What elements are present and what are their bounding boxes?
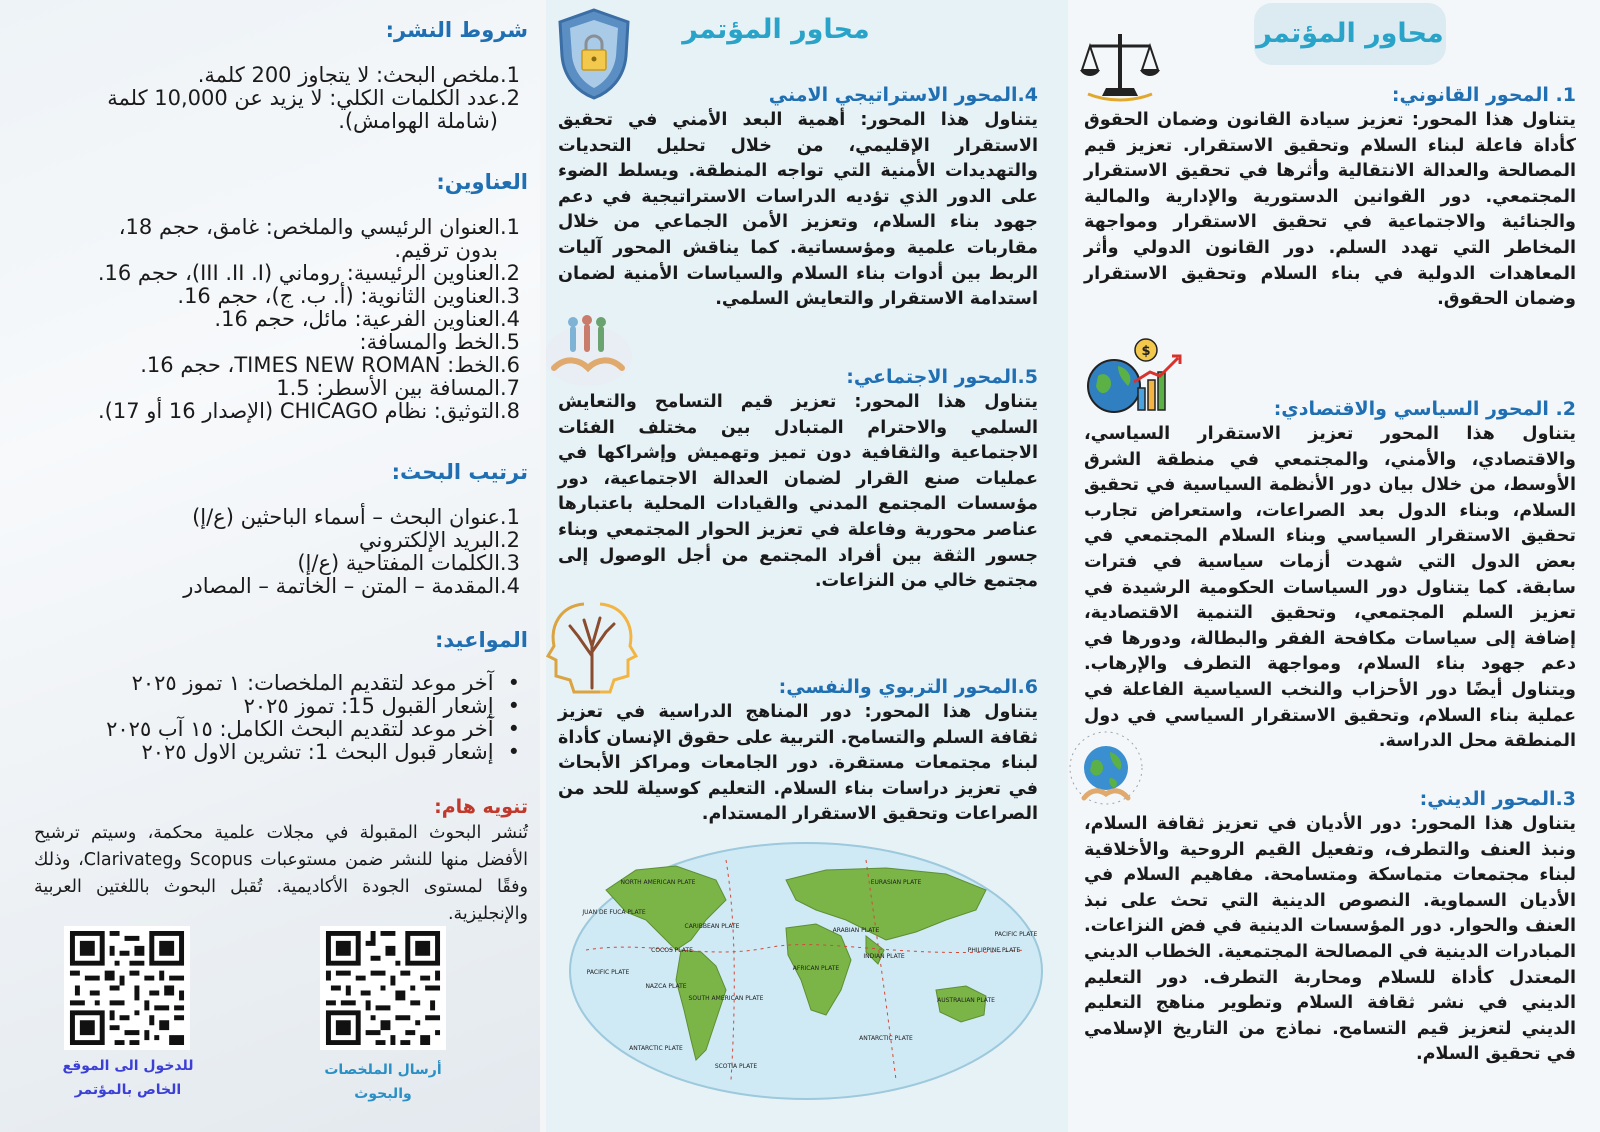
note-heading: تنويه هام: (434, 796, 528, 818)
note-body: تُنشر البحوث المقبولة في مجلات علمية محكمة، وسيتم ترشيح الأفضل منها للنشر ضمن مستوعبات Scopus وClarivateg، وذلك وفقًا لمستوى الجودة الأكاديمية. تُقبل البحوث باللغتين العربية والإنجليزية. (34, 823, 529, 924)
list-item: 2.العناوين الرئيسية: روماني (III .II .I)، حجم 16. (97, 261, 520, 285)
publication-heading: شروط النشر: (385, 18, 528, 42)
section-body: يتناول هذا المحور: دور المناهج الدراسية في تعزيز ثقافة السلم والتسامح. التربية على حقوق الإنسان كأداة لبناء مجتمعات مستقرة. دور الجامعات ومراكز الأبحاث في تعزيز دراسات بناء السلام. التعليم كوسيلة للحد من الصراعات وتحقيق الاستقرار المستدام. (558, 702, 1038, 825)
date-text: آخر موعد لتقديم البحث الكامل: ١٥ آب ٢٠٢٥ (106, 717, 494, 741)
map-label: NORTH AMERICAN PLATE (620, 879, 696, 886)
map-label: PACIFIC PLATE (586, 969, 630, 976)
dates-list (16, 672, 528, 764)
bullet-icon: • (507, 694, 520, 718)
list-item: 5.الخط والمسافة: (359, 330, 520, 354)
dates-section (16, 628, 528, 764)
date-text: إشعار القبول 15: تموز ٢٠٢٥ (243, 694, 494, 718)
section-heading: 1. المحور القانوني: (1391, 84, 1576, 106)
world-plates-map (566, 840, 1046, 1102)
list-item: 1.العنوان الرئيسي والملخص: غامق، حجم 18، (118, 215, 520, 239)
qr-caption-submission (303, 1058, 463, 1106)
caption-line: الخاص بالمؤتمر (74, 1082, 182, 1098)
svg-text:$: $ (1141, 344, 1151, 359)
axis-religious (1084, 788, 1576, 1068)
axis-security (558, 84, 1038, 313)
list-item: 2.البريد الإلكتروني (359, 528, 520, 552)
map-label: AFRICAN PLATE (792, 965, 840, 972)
map-label: INDIAN PLATE (863, 953, 905, 960)
list-item: 8.التوثيق: نظام CHICAGO (الإصدار 16 أو 17). (97, 399, 520, 423)
qr-code-website[interactable] (64, 926, 190, 1050)
list-item: 4.المقدمة – المتن – الخاتمة – المصادر (183, 574, 520, 598)
list-item: 3.العناوين الثانوية: (أ. ب. ج)، حجم 16. (177, 284, 520, 308)
caption-line: للدخول الى الموقع (62, 1058, 194, 1074)
caption-line: والبحوث (354, 1086, 412, 1102)
axis-legal (1084, 84, 1576, 313)
map-label: SCOTIA PLATE (714, 1063, 758, 1070)
list-item: 6.الخط: TIMES NEW ROMAN، حجم 16. (140, 353, 520, 377)
date-text: آخر موعد لتقديم الملخصات: ١ تموز ٢٠٢٥ (131, 671, 494, 695)
left-panel (0, 0, 546, 1132)
research-order-section (16, 460, 528, 598)
publication-list (16, 64, 528, 133)
dates-heading: المواعيد: (435, 628, 528, 652)
list-item: 4.العناوين الفرعية: مائل، حجم 16. (214, 307, 520, 331)
publication-conditions (16, 18, 528, 133)
titles-list (16, 216, 528, 423)
map-label: EURASIAN PLATE (870, 879, 922, 886)
section-body: يتناول هذا المحور: تعزيز قيم التسامح والتعايش السلمي والاحترام المتبادل بين مختلف الفئات الاجتماعية والثقافية دون تميز وتهميش وإشراكها في عمليات صنع القرار لضمان العدالة الاجتماعية، دور مؤسسات المجتمع المدني والقيادات المحلية باعتبارها عناصر محورية وفاعلة في تعزيز الحوار المجتمعي وبناء جسور الثقة بين أفراد المجتمع من أجل الوصول إلى مجتمع خالي من النزاعات. (558, 392, 1038, 592)
map-label: NAZCA PLATE (645, 983, 687, 990)
section-body: يتناول هذا المحور: أهمية البعد الأمني في تحقيق الاستقرار الإقليمي، من خلال تحليل التحديات والتهديدات الأمنية التي تواجه المنطقة. ويسلط الضوء على الدور الذي تؤديه الدراسات الاستراتيجية في دعم جهود بناء السلام، وتعزيز الأمن الجماعي من خلال مقاربات علمية ومؤسساتية. كما يناقش المحور آليات الربط بين أدوات بناء السلام والسياسات الأمنية لضمان استدامة الاستقرار والتعايش السلمي. (558, 110, 1038, 310)
right-title: محاور المؤتمر (1254, 3, 1446, 65)
list-item: 2.عدد الكلمات الكلي: لا يزيد عن 10,000 كلمة (107, 86, 520, 110)
right-panel (1068, 0, 1600, 1132)
order-heading: ترتيب البحث: (391, 460, 528, 484)
qr-caption-website (48, 1054, 208, 1102)
bullet-icon: • (507, 740, 520, 764)
list-item (16, 718, 520, 741)
order-list (16, 506, 528, 598)
map-label: AUSTRALIAN PLATE (937, 997, 995, 1004)
list-item: 1.عنوان البحث – أسماء الباحثين (ع/إ) (192, 505, 520, 529)
section-heading: 4.المحور الاستراتيجي الامني (768, 84, 1038, 106)
list-item: بدون ترقيم. (394, 238, 498, 262)
date-text: إشعار قبول البحث 1: تشرين الاول ٢٠٢٥ (141, 740, 494, 764)
map-label: COCOS PLATE (651, 947, 693, 954)
list-item (16, 741, 520, 764)
axis-social (558, 366, 1038, 595)
bullet-icon: • (507, 671, 520, 695)
map-label: CARIBBEAN PLATE (684, 923, 740, 930)
list-item: 3.الكلمات المفتاحية (ع/إ) (297, 551, 520, 575)
section-heading: 3.المحور الديني: (1419, 788, 1576, 810)
bullet-icon: • (507, 717, 520, 741)
map-label: ANTARCTIC PLATE (859, 1035, 913, 1042)
section-heading: 6.المحور التربوي والنفسي: (778, 676, 1038, 698)
titles-heading: العناوين: (436, 170, 528, 194)
list-item: (شاملة الهوامش). (338, 109, 498, 133)
titles-section (16, 170, 528, 423)
section-body: يتناول هذا المحور: دور الأديان في تعزيز ثقافة السلام، ونبذ العنف والتطرف، وتفعيل القيم الروحية والأخلاقية لبناء مجتمعات متماسكة ومتسامحة. مفاهيم السلام في الأديان السماوية. النصوص الدينية التي تحث على نبذ العنف والحوار. دور المؤسسات الدينية في فض النزاعات. المبادرات الدينية في المصالحة المجتمعية. الخطاب الديني المعتدل كأداة للسلام ومحاربة التطرف. دور التعليم الديني في نشر ثقافة السلام وتطوير مناهج التعليم الديني لتعزيز قيم التسامح. نماذج من التاريخ الإسلامي في تحقيق السلام. (1084, 814, 1576, 1065)
section-heading: 5.المحور الاجتماعي: (846, 366, 1038, 388)
map-label: JUAN DE FUCA PLATE (582, 909, 646, 916)
middle-panel (546, 0, 1068, 1132)
middle-title: محاور المؤتمر (682, 14, 870, 45)
list-item: 1.ملخص البحث: لا يتجاوز 200 كلمة. (197, 63, 520, 87)
map-label: PACIFIC PLATE (994, 931, 1038, 938)
qr-icon (320, 926, 446, 1050)
list-item: 7.المسافة بين الأسطر: 1.5 (276, 376, 520, 400)
section-body: يتناول هذا المحور تعزيز الاستقرار السياسي، والاقتصادي، والأمني، والمجتمعي في منطقة الشرق الأوسط، من خلال بيان دور الأنظمة السياسية في تحقيق السلام، وبناء الدول بعد الصراعات، واستعراض تجارب تحقيق الاستقرار السياسي وبناء السلام المجتمعي في بعض الدول التي شهدت أزمات سياسية في فترات سابقة. كما يتناول دور السياسات الحكومية الرشيدة في تعزيز السلم المجتمعي، وتحقيق التنمية الاقتصادية، إضافة إلى سياسات مكافحة الفقر والبطالة، ودورها في دعم جهود بناء السلام، ومواجهة التطرف والإرهاب. ويتناول أيضًا دور الأحزاب والنخب السياسية الفاعلة في عملية بناء السلام، وتحقيق الاستقرار السياسي في دول المنطقة محل الدراسة. (1084, 424, 1576, 752)
section-heading: 2. المحور السياسي والاقتصادي: (1273, 398, 1576, 420)
list-item (16, 695, 520, 718)
caption-line: أرسال الملخصات (324, 1062, 442, 1078)
map-label: ANTARCTIC PLATE (629, 1045, 683, 1052)
axis-educational (558, 676, 1038, 828)
axis-political-economic (1084, 398, 1576, 755)
map-label: SOUTH AMERICAN PLATE (688, 995, 764, 1002)
list-item (16, 672, 520, 695)
map-label: ARABIAN PLATE (832, 927, 880, 934)
qr-icon (64, 926, 190, 1050)
map-label: PHILIPPINE PLATE (967, 947, 1021, 954)
important-note (34, 796, 528, 928)
section-body: يتناول هذا المحور: تعزيز سيادة القانون وضمان الحقوق كأداة فاعلة لبناء السلام وتحقيق الاستقرار. تعزيز قيم المصالحة والعدالة الانتقالية وأثرها في تحقيق الاستقرار المجتمعي. دور القوانين الدستورية والإدارية والمالية والجنائية والاجتماعية في تحقيق الاستقرار ومواجهة المخاطر التي تهدد السلم. دور القانون الدولي وأثر المعاهدات الدولية في بناء السلام وتحقيق الاستقرار وضمان الحقوق. (1084, 110, 1576, 310)
qr-code-submission[interactable] (320, 926, 446, 1050)
